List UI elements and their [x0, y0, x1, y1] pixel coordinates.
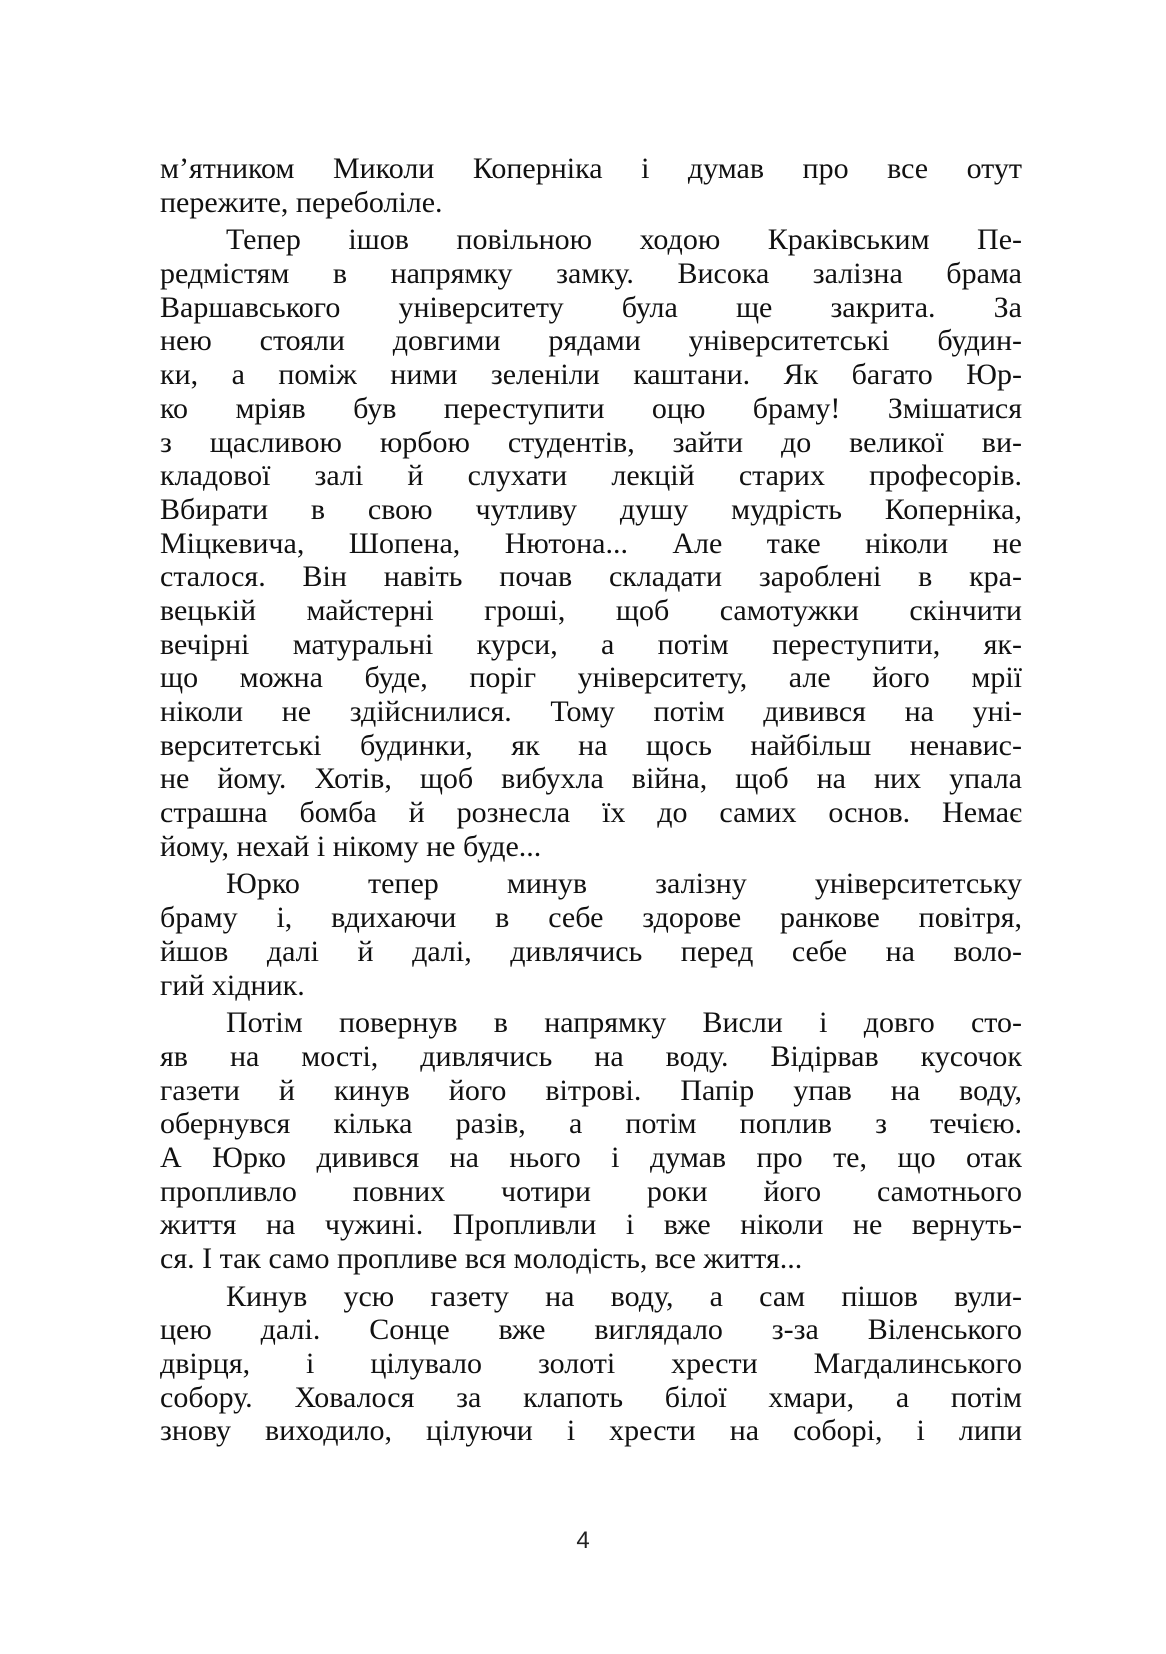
text-line: нею стояли довгими рядами університетські будин- [160, 324, 1022, 358]
text-line: яв на мості, дивлячись на воду. Відірвав кусочок [160, 1039, 1022, 1073]
text-line: редмістям в напрямку замку. Висока залізна брама [160, 257, 1022, 291]
text-line: йому, нехай і нікому не буде... [160, 829, 542, 863]
text-line: цею далі. Сонце вже виглядало з-за Віленського [160, 1313, 1022, 1347]
text-line: вецькій майстерні гроші, щоб самотужки скінчити [160, 593, 1022, 627]
text-line: обернувся кілька разів, а потім поплив з течією. [160, 1107, 1022, 1141]
text-line: життя на чужині. Пропливли і вже ніколи не вернуть- [160, 1208, 1022, 1242]
paragraph-2 [160, 223, 1022, 863]
text-line: Міцкевича, Шопена, Нютона... Але таке ніколи не [160, 526, 1022, 560]
text-line: м’ятником Миколи Коперніка і думав про все отут [160, 152, 1022, 185]
text-line: Тепер ішов повільною ходою Краківським Пе- [226, 223, 1022, 257]
text-line: Вбирати в свою чутливу душу мудрість Коперніка, [160, 492, 1022, 526]
text-line: Кинув усю газету на воду, а сам пішов вули- [226, 1279, 1022, 1313]
text-line: верситетські будинки, як на щось найбільш ненавис- [160, 728, 1022, 762]
text-line: пережите, переболіле. [160, 185, 443, 219]
text-line: з щасливою юрбою студентів, зайти до великої ви- [160, 425, 1022, 459]
text-line: Юрко тепер минув залізну університетську [226, 867, 1022, 901]
text-line: страшна бомба й рознесла їх до самих основ. Немає [160, 796, 1022, 830]
text-line: газети й кинув його вітрові. Папір упав на воду, [160, 1073, 1022, 1107]
paragraph-1 [160, 152, 1022, 219]
text-line: собору. Ховалося за клапоть білої хмари, а потім [160, 1380, 1022, 1414]
text-line: ко мріяв був переступити оцю браму! Змішатися [160, 391, 1022, 425]
text-line: що можна буде, поріг університету, але його мрії [160, 661, 1022, 695]
body-text [160, 152, 1022, 1452]
text-line: знову виходило, цілуючи і хрести на соборі, і липи [160, 1414, 1022, 1448]
text-line: ся. І так само пропливе вся молодість, все життя... [160, 1242, 803, 1275]
text-line: вечірні матуральні курси, а потім переступити, як- [160, 627, 1022, 661]
page-number: 4 [576, 1527, 590, 1554]
text-line: ки, а поміж ними зеленіли каштани. Як багато Юр- [160, 358, 1022, 392]
text-line: Потім повернув в напрямку Висли і довго сто- [226, 1006, 1022, 1040]
paragraph-5 [160, 1280, 1022, 1448]
text-line: не йому. Хотів, щоб вибухла війна, щоб на них упала [160, 762, 1022, 796]
text-line: кладової залі й слухати лекцій старих професорів. [160, 459, 1022, 493]
text-line: сталося. Він навіть почав складати зароблені в кра- [160, 560, 1022, 594]
text-line: браму і, вдихаючи в себе здорове ранкове повітря, [160, 901, 1022, 935]
text-line: двірця, і цілувало золоті хрести Магдалинського [160, 1347, 1022, 1381]
text-line: пропливло повних чотири роки його самотнього [160, 1174, 1022, 1208]
text-line: А Юрко дивився на нього і думав про те, що отак [160, 1140, 1022, 1174]
text-line: йшов далі й далі, дивлячись перед себе на воло- [160, 934, 1022, 968]
paragraph-3 [160, 867, 1022, 1002]
paragraph-4 [160, 1006, 1022, 1276]
text-line: Варшавського університету була ще закрита. За [160, 290, 1022, 324]
text-line: гий хідник. [160, 968, 305, 1002]
text-line: ніколи не здійснилися. Тому потім дивився на уні- [160, 695, 1022, 728]
